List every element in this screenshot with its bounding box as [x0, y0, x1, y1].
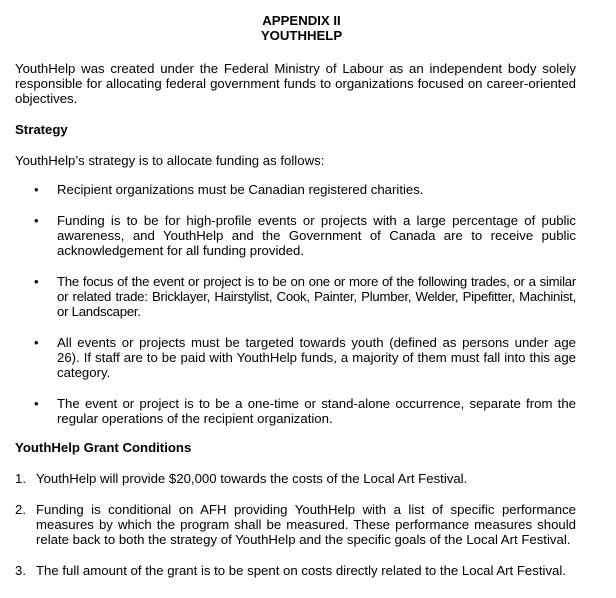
grant-condition — [15, 471, 576, 486]
condition-text: Funding is conditional on AFH providing YouthHelp with a list of specific performance measures by which the program shall be measured. These performance measures should relate back to both the strategy of YouthHelp and the specific goals of the Local Art Festival. — [36, 502, 576, 547]
strategy-bullet-text: The event or project is to be a one-time or stand-alone occurrence, separate from the regular operations of the recipient organization. — [57, 396, 576, 426]
strategy-bullet-text: Funding is to be for high-profile events or projects with a large percentage of public awareness, and YouthHelp and the Government of Canada are to receive public acknowledgement for all funding provided. — [57, 213, 576, 258]
condition-number: 3. — [15, 563, 26, 578]
grant-condition — [15, 502, 576, 547]
bullet-icon: • — [34, 213, 39, 228]
grant-conditions-list — [15, 471, 576, 578]
grant-condition — [15, 563, 576, 578]
strategy-bullet — [15, 213, 576, 258]
strategy-bullet — [15, 335, 576, 380]
document-page — [15, 13, 576, 578]
condition-number: 1. — [15, 471, 26, 486]
strategy-bullet-text: Recipient organizations must be Canadian registered charities. — [57, 182, 424, 197]
strategy-lead: YouthHelp’s strategy is to allocate funding as follows: — [15, 153, 325, 168]
bullet-icon: • — [34, 274, 39, 289]
strategy-bullet — [15, 396, 576, 426]
strategy-bullet-text: The focus of the event or project is to be on one or more of the following trades, or a similar or related trade: Bricklayer, Hairstylist, Cook, Painter, Plumber, Welder, Pipefitter, Machinist, or Landscaper. — [57, 274, 576, 319]
condition-number: 2. — [15, 502, 26, 517]
strategy-bullet-text: All events or projects must be targeted towards youth (defined as persons under age 26). If staff are to be paid with YouthHelp funds, a majority of them must fall into this age category. — [57, 335, 576, 380]
bullet-icon: • — [34, 182, 39, 197]
intro-paragraph: YouthHelp was created under the Federal Ministry of Labour as an independent body solely responsible for allocating federal government funds to organizations focused on career-oriented objectives. — [15, 61, 576, 106]
strategy-bullet — [15, 182, 576, 197]
condition-text: The full amount of the grant is to be spent on costs directly related to the Local Art Festival. — [36, 563, 566, 578]
grant-conditions-heading: YouthHelp Grant Conditions — [15, 440, 192, 455]
strategy-bullet-list — [15, 182, 576, 426]
appendix-title: APPENDIX II — [262, 13, 341, 28]
bullet-icon: • — [34, 335, 39, 350]
strategy-bullet — [15, 274, 576, 319]
strategy-heading: Strategy — [15, 122, 68, 137]
condition-text: YouthHelp will provide $20,000 towards the costs of the Local Art Festival. — [36, 471, 468, 486]
bullet-icon: • — [34, 396, 39, 411]
appendix-subtitle: YOUTHHELP — [260, 28, 343, 43]
